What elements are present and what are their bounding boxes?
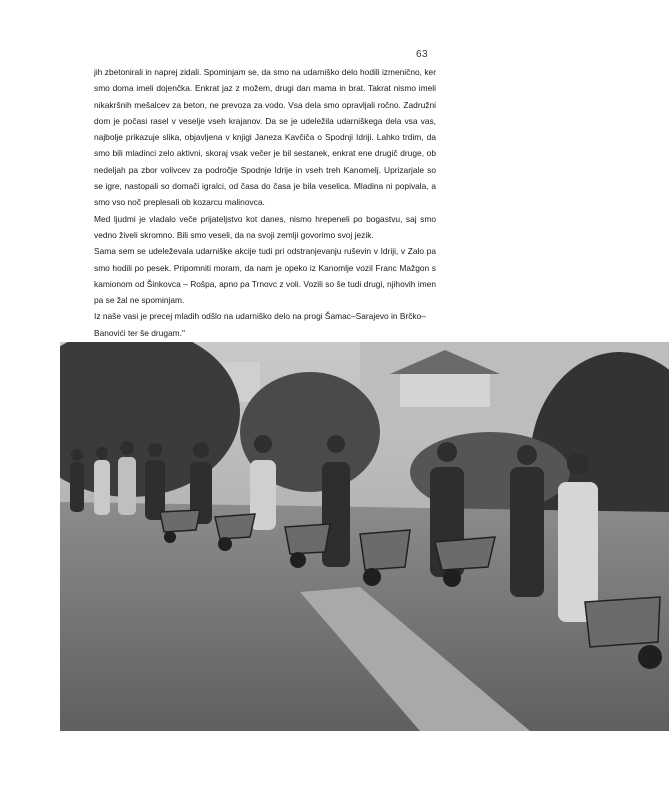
photo-drawing — [60, 342, 669, 731]
page-number: 63 — [416, 49, 429, 60]
body-text — [94, 64, 436, 341]
paragraph-3: Sama sem se udeleževala udarniške akcije tudi pri odstranjevanju ruševin v Idriji, v Zalo pa smo hodili po pesek. Pripomniti moram, da nam je opeko iz Kanomlje vozil Franc Mažgon s kamionom od Šinkovca – Rošpa, apno pa Trnovc z voli. Vozili so še tudi drugi, njihovih imen pa se žal ne spominjam. — [94, 246, 436, 306]
archival-photo — [60, 342, 669, 731]
paragraph-2: Med ljudmi je vladalo veče prijateljstvo kot danes, nismo hrepeneli po bogastvu, saj smo vedno živeli skromno. Bili smo veseli, da na svoji zemlji govorimo svoj jezik. — [94, 213, 436, 240]
worker-1 — [70, 449, 84, 512]
worker-9 — [510, 445, 544, 597]
paragraph-4: Iz naše vasi je precej mladih odšlo na udarniško delo na progi Šamac–Sarajevo in Brčko–Banovići ter še drugam." — [94, 311, 426, 338]
paragraph-1: jih zbetonirali in naprej zidali. Spominjam se, da smo na udarniško delo hodili izmenično, ker smo doma imeli dojenčka. Enkrat jaz z možem, drugi dan mama in brat. Takrat nismo imeli nikakršnih mešalcev za beton, ne prevoza za vodo. Vsa dela smo opravljali ročno. Zadružni dom je počasi rasel v veselje vseh krajanov. Da se je udeležila udarniškega dela vsa vas, najbolje prikazuje slika, objavljena v knjigi Janeza Kavčiča o Spodnji Idriji. Lahko trdim, da smo bili mladinci zelo aktivni, skoraj vsak večer je bil sestanek, enkrat ene drugič druge, ob nedeljah pa zbor volivcev za področje Spodnje Idrije in vseh treh Kanomelj. Uprizarjale so se igre, nastopali so domači igralci, od časa do časa je bila veselica. Mladina ni popivala, a smo vso noč preplesali ob kozarcu malinovca. — [94, 67, 436, 208]
distant-house — [400, 372, 490, 407]
